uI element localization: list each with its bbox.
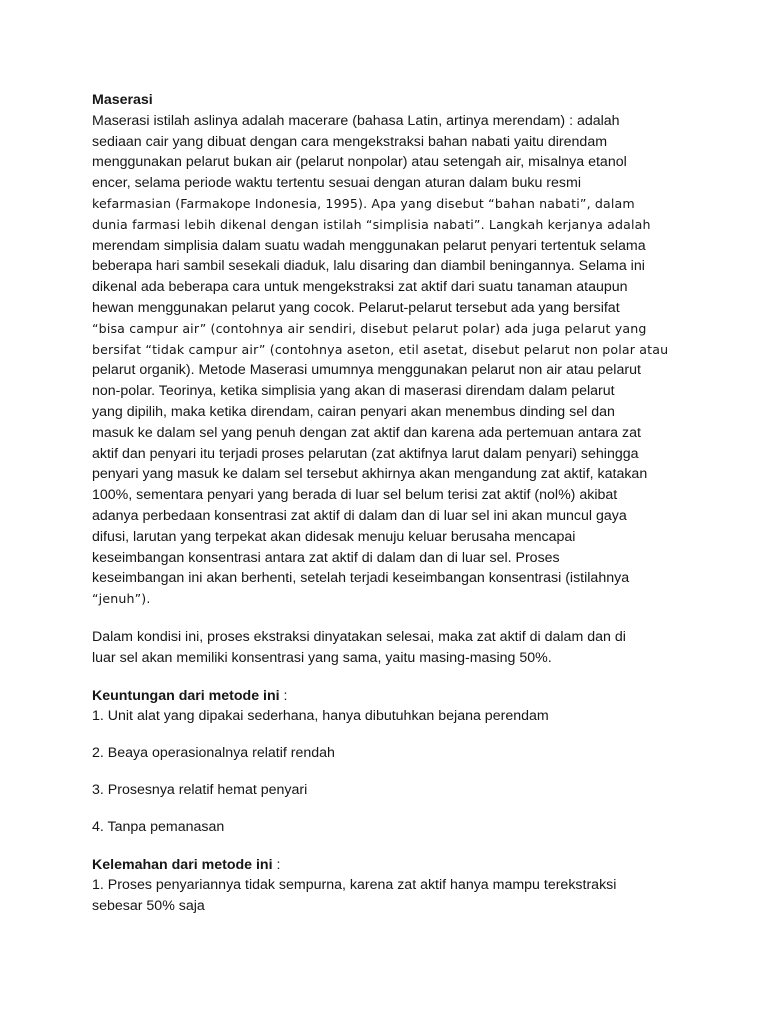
document-page xyxy=(92,90,684,917)
spacer xyxy=(92,801,684,817)
advantages-heading xyxy=(92,686,684,707)
disadvantage-item xyxy=(92,875,684,917)
disadvantages-heading-text: Kelemahan dari metode ini xyxy=(92,856,273,873)
paragraph-line: beberapa hari sambil sesekali diaduk, lalu disaring dan diambil beningannya. Selama ini xyxy=(92,258,645,275)
paragraph-line: 100%, sementara penyari yang berada di luar sel belum terisi zat aktif (nol%) akibat xyxy=(92,487,618,504)
paragraph-line: “jenuh”). xyxy=(92,591,151,607)
paragraph-line: Maserasi istilah aslinya adalah macerare (bahasa Latin, artinya merendam) : adalah xyxy=(92,112,620,129)
spacer xyxy=(92,838,684,855)
document-title: Maserasi xyxy=(92,92,153,108)
paragraph-line: encer, selama periode waktu tertentu sesuai dengan aturan dalam buku resmi xyxy=(92,175,581,192)
disadvantages-heading xyxy=(92,855,684,876)
disadvantage-item-line: sebesar 50% saja xyxy=(92,898,205,915)
advantages-heading-text: Keuntungan dari metode ini xyxy=(92,687,280,704)
paragraph-line: kefarmasian (Farmakope Indonesia, 1995). Apa yang disebut “bahan nabati”, dalam xyxy=(92,195,635,211)
advantage-item: 3. Prosesnya relatif hemat penyari xyxy=(92,781,308,798)
advantages-list xyxy=(92,706,684,837)
paragraph-line: Dalam kondisi ini, proses ekstraksi dinyatakan selesai, maka zat aktif di dalam dan di xyxy=(92,628,626,645)
paragraph-line: keseimbangan konsentrasi antara zat aktif di dalam dan di luar sel. Proses xyxy=(92,549,560,566)
disadvantage-item-line: 1. Proses penyariannya tidak sempurna, karena zat aktif hanya mampu terekstraksi xyxy=(92,877,617,894)
disadvantages-list xyxy=(92,875,684,917)
paragraph-intro xyxy=(92,111,684,610)
paragraph-line: bersifat “tidak campur air” (contohnya aseton, etil asetat, disebut pelarut non polar atau xyxy=(92,341,669,357)
disadvantages-heading-colon: : xyxy=(272,856,281,873)
paragraph-line: penyari yang masuk ke dalam sel tersebut akhirnya akan mengandung zat aktif, katakan xyxy=(92,466,648,483)
advantage-item: 2. Beaya operasionalnya relatif rendah xyxy=(92,745,335,762)
paragraph-line: pelarut organik). Metode Maserasi umumnya menggunakan pelarut non air atau pelarut xyxy=(92,362,641,379)
paragraph-line: aktif dan penyari itu terjadi proses pelarutan (zat aktifnya larut dalam penyari) sehingga xyxy=(92,445,639,462)
advantage-item: 4. Tanpa pemanasan xyxy=(92,818,225,835)
paragraph-line: “bisa campur air” (contohnya air sendiri, disebut pelarut polar) ada juga pelarut yang xyxy=(92,320,647,336)
paragraph-line: masuk ke dalam sel yang penuh dengan zat aktif dan karena ada pertemuan antara zat xyxy=(92,424,641,441)
paragraph-line: dikenal ada beberapa cara untuk mengekstraksi zat aktif dari suatu tanaman ataupun xyxy=(92,279,628,296)
paragraph-line: keseimbangan ini akan berhenti, setelah terjadi keseimbangan konsentrasi (istilahnya xyxy=(92,570,630,587)
spacer xyxy=(92,669,684,686)
paragraph-line: yang dipilih, maka ketika direndam, cairan penyari akan menembus dinding sel dan xyxy=(92,403,615,420)
paragraph-line: sediaan cair yang dibuat dengan cara mengekstraksi bahan nabati yaitu direndam xyxy=(92,133,608,150)
paragraph-line: dunia farmasi lebih dikenal dengan istilah “simplisia nabati”. Langkah kerjanya adalah xyxy=(92,216,651,232)
paragraph-line: difusi, larutan yang terpekat akan didesak menuju keluar berusaha mencapai xyxy=(92,528,576,545)
spacer xyxy=(92,727,684,743)
paragraph-line: non-polar. Teorinya, ketika simplisia yang akan di maserasi direndam dalam pelarut xyxy=(92,383,615,400)
paragraph-line: adanya perbedaan konsentrasi zat aktif di dalam dan di luar sel ini akan muncul gaya xyxy=(92,507,627,524)
spacer xyxy=(92,764,684,780)
paragraph-line: menggunakan pelarut bukan air (pelarut nonpolar) atau setengah air, misalnya etanol xyxy=(92,154,627,171)
advantages-heading-colon: : xyxy=(279,687,288,704)
paragraph-line: hewan menggunakan pelarut yang cocok. Pelarut-pelarut tersebut ada yang bersifat xyxy=(92,299,620,316)
paragraph-line: merendam simplisia dalam suatu wadah menggunakan pelarut penyari tertentuk selama xyxy=(92,237,646,254)
paragraph-conclusion xyxy=(92,627,684,669)
paragraph-line: luar sel akan memiliki konsentrasi yang sama, yaitu masing-masing 50%. xyxy=(92,649,552,666)
spacer xyxy=(92,610,684,627)
advantage-item: 1. Unit alat yang dipakai sederhana, hanya dibutuhkan bejana perendam xyxy=(92,708,549,725)
